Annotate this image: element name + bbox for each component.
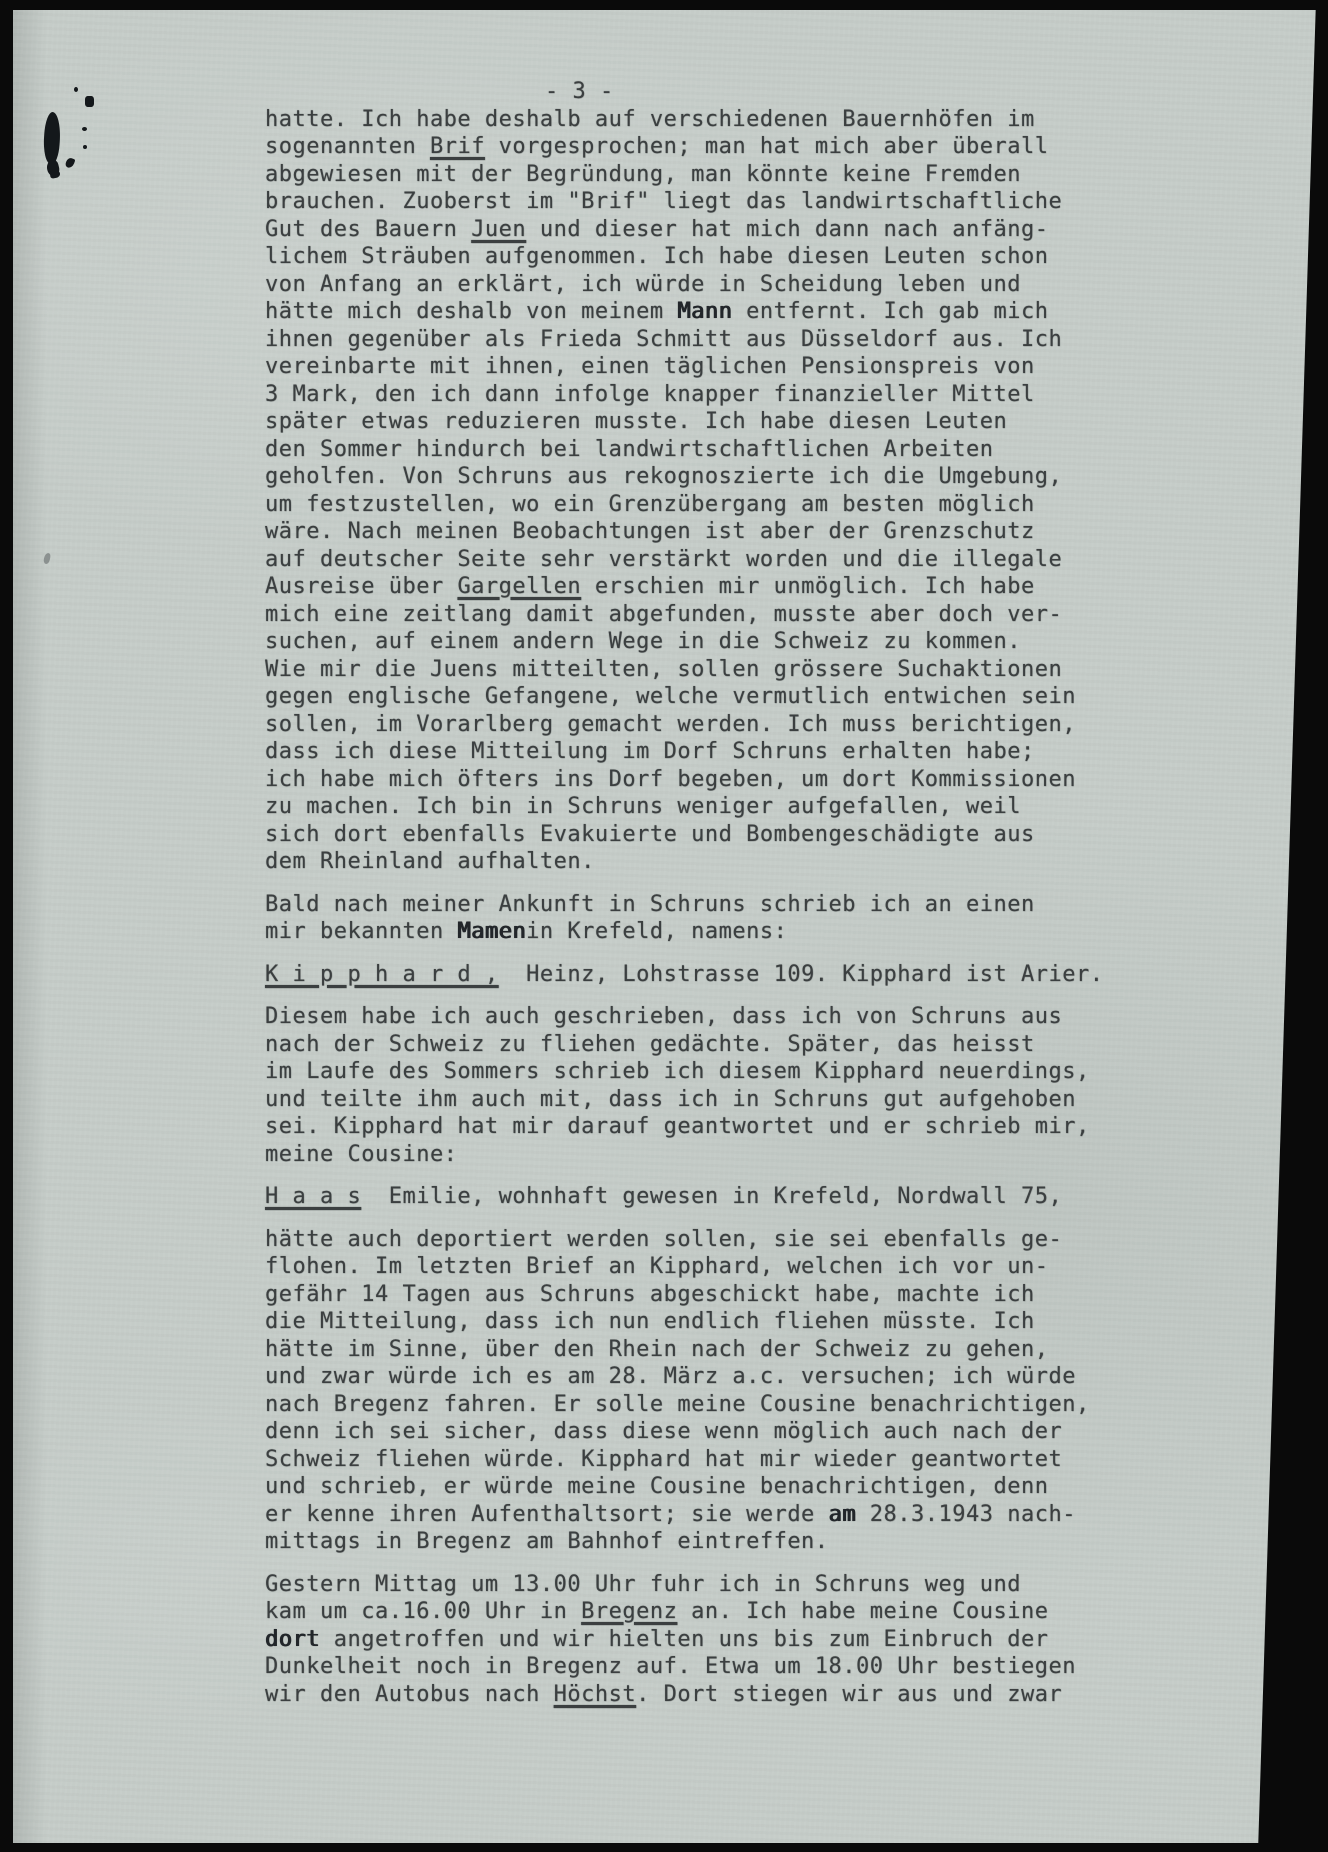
text-line — [265, 271, 1165, 299]
text-line — [265, 1141, 1165, 1169]
text-segment: Ausreise über — [265, 574, 458, 599]
ink-speck — [82, 127, 87, 131]
text-line — [265, 1473, 1165, 1501]
text-segment: im Laufe des Sommers schrieb ich diesem Kipphard neuerdings, — [265, 1059, 1090, 1084]
text-segment: dem Rheinland aufhalten. — [265, 849, 595, 874]
text-line — [265, 1226, 1165, 1254]
text-line — [265, 1681, 1165, 1709]
text-segment: die Mitteilung, dass ich nun endlich fliehen müsste. Ich — [265, 1309, 1035, 1334]
text-line — [265, 546, 1165, 574]
text-segment: sollen, im Vorarlberg gemacht werden. Ich muss berichtigen, — [265, 711, 1076, 737]
text-line — [265, 1336, 1165, 1364]
document-paper — [13, 10, 1328, 1843]
paragraph — [265, 1226, 1165, 1556]
text-line — [265, 1528, 1165, 1556]
text-line — [265, 1113, 1165, 1141]
text-line — [265, 1253, 1165, 1281]
text-segment: Heinz, Lohstrasse 109. Kipphard ist Arier. — [498, 961, 1104, 987]
text-segment: dass ich diese Mitteilung im Dorf Schruns erhalten habe; — [265, 739, 1035, 764]
text-segment: brauchen. Zuoberst im "Brif" liegt das landwirtschaftliche — [265, 189, 1063, 214]
text-segment: wir den Autobus nach — [265, 1681, 554, 1707]
text-segment: und teilte ihm auch mit, dass ich in Schruns gut aufgehoben — [265, 1086, 1076, 1112]
text-line — [265, 353, 1165, 381]
text-line — [265, 1086, 1165, 1114]
text-segment: um festzustellen, wo ein Grenzübergang am besten möglich — [265, 491, 1035, 517]
text-segment: nach Bregenz fahren. Er solle meine Cousine benachrichtigen, — [265, 1391, 1090, 1417]
text-line — [265, 601, 1165, 629]
text-segment: gegen englische Gefangene, welche vermutlich entwichen sein — [265, 684, 1076, 709]
text-line — [265, 711, 1165, 739]
text-segment: vereinbarte mit ihnen, einen täglichen Pensionspreis von — [265, 354, 1035, 379]
text-line — [265, 918, 1165, 946]
text-segment: 3 Mark, den ich dann infolge knapper finanzieller Mittel — [265, 381, 1035, 407]
ink-speck — [83, 145, 87, 149]
text-segment: später etwas reduzieren musste. Ich habe diesen Leuten — [265, 409, 1008, 434]
text-segment: entfernt. Ich gab mich — [732, 299, 1049, 324]
text-line — [265, 133, 1165, 161]
text-segment: in Krefeld, namens: — [526, 919, 788, 944]
text-line — [265, 463, 1165, 491]
paragraphs-container — [265, 106, 1165, 1709]
text-line — [265, 1653, 1165, 1681]
text-line — [265, 1281, 1165, 1309]
underlined-text: H a a s — [265, 1184, 362, 1209]
text-line — [265, 381, 1165, 409]
overstruck-text: Mann — [677, 299, 733, 324]
ink-speck — [74, 87, 78, 92]
text-segment: flohen. Im letzten Brief an Kipphard, welchen ich vor un- — [265, 1254, 1049, 1279]
text-segment: ich habe mich öfters ins Dorf begeben, um dort Kommissionen — [265, 766, 1076, 792]
text-line — [265, 1626, 1165, 1654]
text-line — [265, 573, 1165, 601]
text-line — [265, 216, 1165, 244]
text-segment: Dunkelheit noch in Bregenz auf. Etwa um 18.00 Uhr bestiegen — [265, 1654, 1076, 1679]
text-segment: angetroffen und wir hielten uns bis zum Einbruch der — [319, 1626, 1049, 1652]
text-line — [265, 656, 1165, 684]
text-line — [265, 491, 1165, 519]
overstruck-text: am — [828, 1501, 857, 1527]
text-segment: mir bekannten — [265, 919, 458, 944]
text-segment: Bald nach meiner Ankunft in Schruns schrieb ich an einen — [265, 891, 1035, 917]
text-segment: meine Cousine: — [265, 1141, 458, 1167]
paragraph — [265, 1183, 1165, 1211]
text-segment: 28.3.1943 nach- — [856, 1501, 1076, 1527]
text-segment: mittags in Bregenz am Bahnhof eintreffen. — [265, 1529, 829, 1554]
text-segment: an. Ich habe meine Cousine — [677, 1599, 1049, 1624]
underlined-text: Bregenz — [581, 1599, 678, 1624]
text-segment: hätte auch deportiert werden sollen, sie sei ebenfalls ge- — [265, 1226, 1063, 1252]
underlined-text: Brif — [429, 134, 485, 159]
underlined-text: Höchst — [553, 1681, 637, 1707]
text-line — [265, 1058, 1165, 1086]
text-segment: hatte. Ich habe deshalb auf verschiedenen Bauernhöfen im — [265, 106, 1035, 132]
text-segment: hätte mich deshalb von meinem — [265, 299, 678, 324]
text-segment: sei. Kipphard hat mir darauf geantwortet und er schrieb mir, — [265, 1114, 1090, 1139]
text-segment: Gestern Mittag um 13.00 Uhr fuhr ich in Schruns weg und — [265, 1571, 1021, 1597]
text-line — [265, 891, 1165, 919]
text-line — [265, 518, 1165, 546]
text-segment: denn ich sei sicher, dass diese wenn möglich auch nach der — [265, 1419, 1063, 1444]
text-segment: Emilie, wohnhaft gewesen in Krefeld, Nordwall 75, — [361, 1184, 1063, 1209]
ink-speck — [85, 96, 94, 107]
text-segment: mich eine zeitlang damit abgefunden, musste aber doch ver- — [265, 601, 1063, 627]
text-segment: auf deutscher Seite sehr verstärkt worden und die illegale — [265, 546, 1063, 572]
text-line — [265, 683, 1165, 711]
text-line — [265, 1446, 1165, 1474]
overstruck-text: dort — [265, 1626, 320, 1652]
text-segment: sich dort ebenfalls Evakuierte und Bombengeschädigte aus — [265, 821, 1035, 847]
paragraph — [265, 1571, 1165, 1709]
text-line — [265, 961, 1165, 989]
text-segment: geholfen. Von Schruns aus rekognoszierte ich die Umgebung, — [265, 464, 1063, 489]
text-segment: suchen, auf einem andern Wege in die Schweiz zu kommen. — [265, 629, 1021, 654]
text-segment: erschien mir unmöglich. Ich habe — [581, 574, 1035, 599]
text-segment: wäre. Nach meinen Beobachtungen ist aber der Grenzschutz — [265, 519, 1035, 544]
text-segment: und zwar würde ich es am 28. März a.c. versuchen; ich würde — [265, 1364, 1076, 1389]
text-line — [265, 821, 1165, 849]
page-number: - 3 - — [545, 79, 614, 104]
text-line — [265, 161, 1165, 189]
typed-text-block — [265, 78, 1165, 1708]
text-segment: und dieser hat mich dann nach anfäng- — [526, 216, 1049, 242]
text-line — [265, 408, 1165, 436]
text-line — [265, 436, 1165, 464]
text-line — [265, 793, 1165, 821]
text-segment: zu machen. Ich bin in Schruns weniger aufgefallen, weil — [265, 794, 1021, 819]
paragraph — [265, 961, 1165, 989]
text-line — [265, 106, 1165, 134]
text-segment: sogenannten — [265, 134, 430, 159]
paragraph — [265, 1003, 1165, 1168]
text-line — [265, 1391, 1165, 1419]
underlined-text: Gargellen — [457, 574, 582, 599]
text-segment: nach der Schweiz zu fliehen gedächte. Später, das heisst — [265, 1031, 1035, 1057]
text-line — [265, 766, 1165, 794]
text-segment: hätte im Sinne, über den Rhein nach der Schweiz zu gehen, — [265, 1336, 1049, 1362]
text-segment: Gut des Bauern — [265, 216, 472, 242]
text-segment: vorgesprochen; man hat mich aber überall — [484, 134, 1049, 159]
text-line — [265, 1003, 1165, 1031]
text-line — [265, 188, 1165, 216]
text-segment: Diesem habe ich auch geschrieben, dass ich von Schruns aus — [265, 1004, 1063, 1029]
text-line — [265, 1571, 1165, 1599]
paragraph — [265, 106, 1165, 876]
underlined-text: Juen — [471, 216, 527, 242]
text-segment: . Dort stiegen wir aus und zwar — [636, 1681, 1063, 1707]
underlined-text: K i p p h a r d , — [265, 961, 499, 987]
text-line — [265, 1501, 1165, 1529]
text-segment: ihnen gegenüber als Frieda Schmitt aus Düsseldorf aus. Ich — [265, 326, 1063, 352]
text-line — [265, 1418, 1165, 1446]
text-segment: kam um ca.16.00 Uhr in — [265, 1599, 582, 1624]
text-line — [265, 1598, 1165, 1626]
text-line — [265, 738, 1165, 766]
text-segment: er kenne ihren Aufenthaltsort; sie werde — [265, 1501, 829, 1527]
text-segment: Wie mir die Juens mitteilten, sollen grössere Suchaktionen — [265, 656, 1063, 682]
text-line — [265, 628, 1165, 656]
text-segment: den Sommer hindurch bei landwirtschaftlichen Arbeiten — [265, 436, 994, 462]
text-line — [265, 1183, 1165, 1211]
text-segment: abgewiesen mit der Begründung, man könnte keine Fremden — [265, 161, 1021, 187]
text-line — [265, 243, 1165, 271]
text-line — [265, 848, 1165, 876]
text-segment: und schrieb, er würde meine Cousine benachrichtigen, denn — [265, 1474, 1049, 1499]
text-line — [265, 1363, 1165, 1391]
text-line — [265, 1031, 1165, 1059]
text-segment: Schweiz fliehen würde. Kipphard hat mir wieder geantwortet — [265, 1446, 1063, 1472]
text-segment: lichem Sträuben aufgenommen. Ich habe diesen Leuten schon — [265, 244, 1049, 269]
paragraph — [265, 891, 1165, 946]
text-line — [265, 1308, 1165, 1336]
text-segment: von Anfang an erklärt, ich würde in Scheidung leben und — [265, 271, 1021, 297]
text-line — [265, 326, 1165, 354]
text-segment: gefähr 14 Tagen aus Schruns abgeschickt habe, machte ich — [265, 1281, 1035, 1307]
overstruck-text: Mamen — [457, 919, 527, 944]
text-line — [265, 298, 1165, 326]
